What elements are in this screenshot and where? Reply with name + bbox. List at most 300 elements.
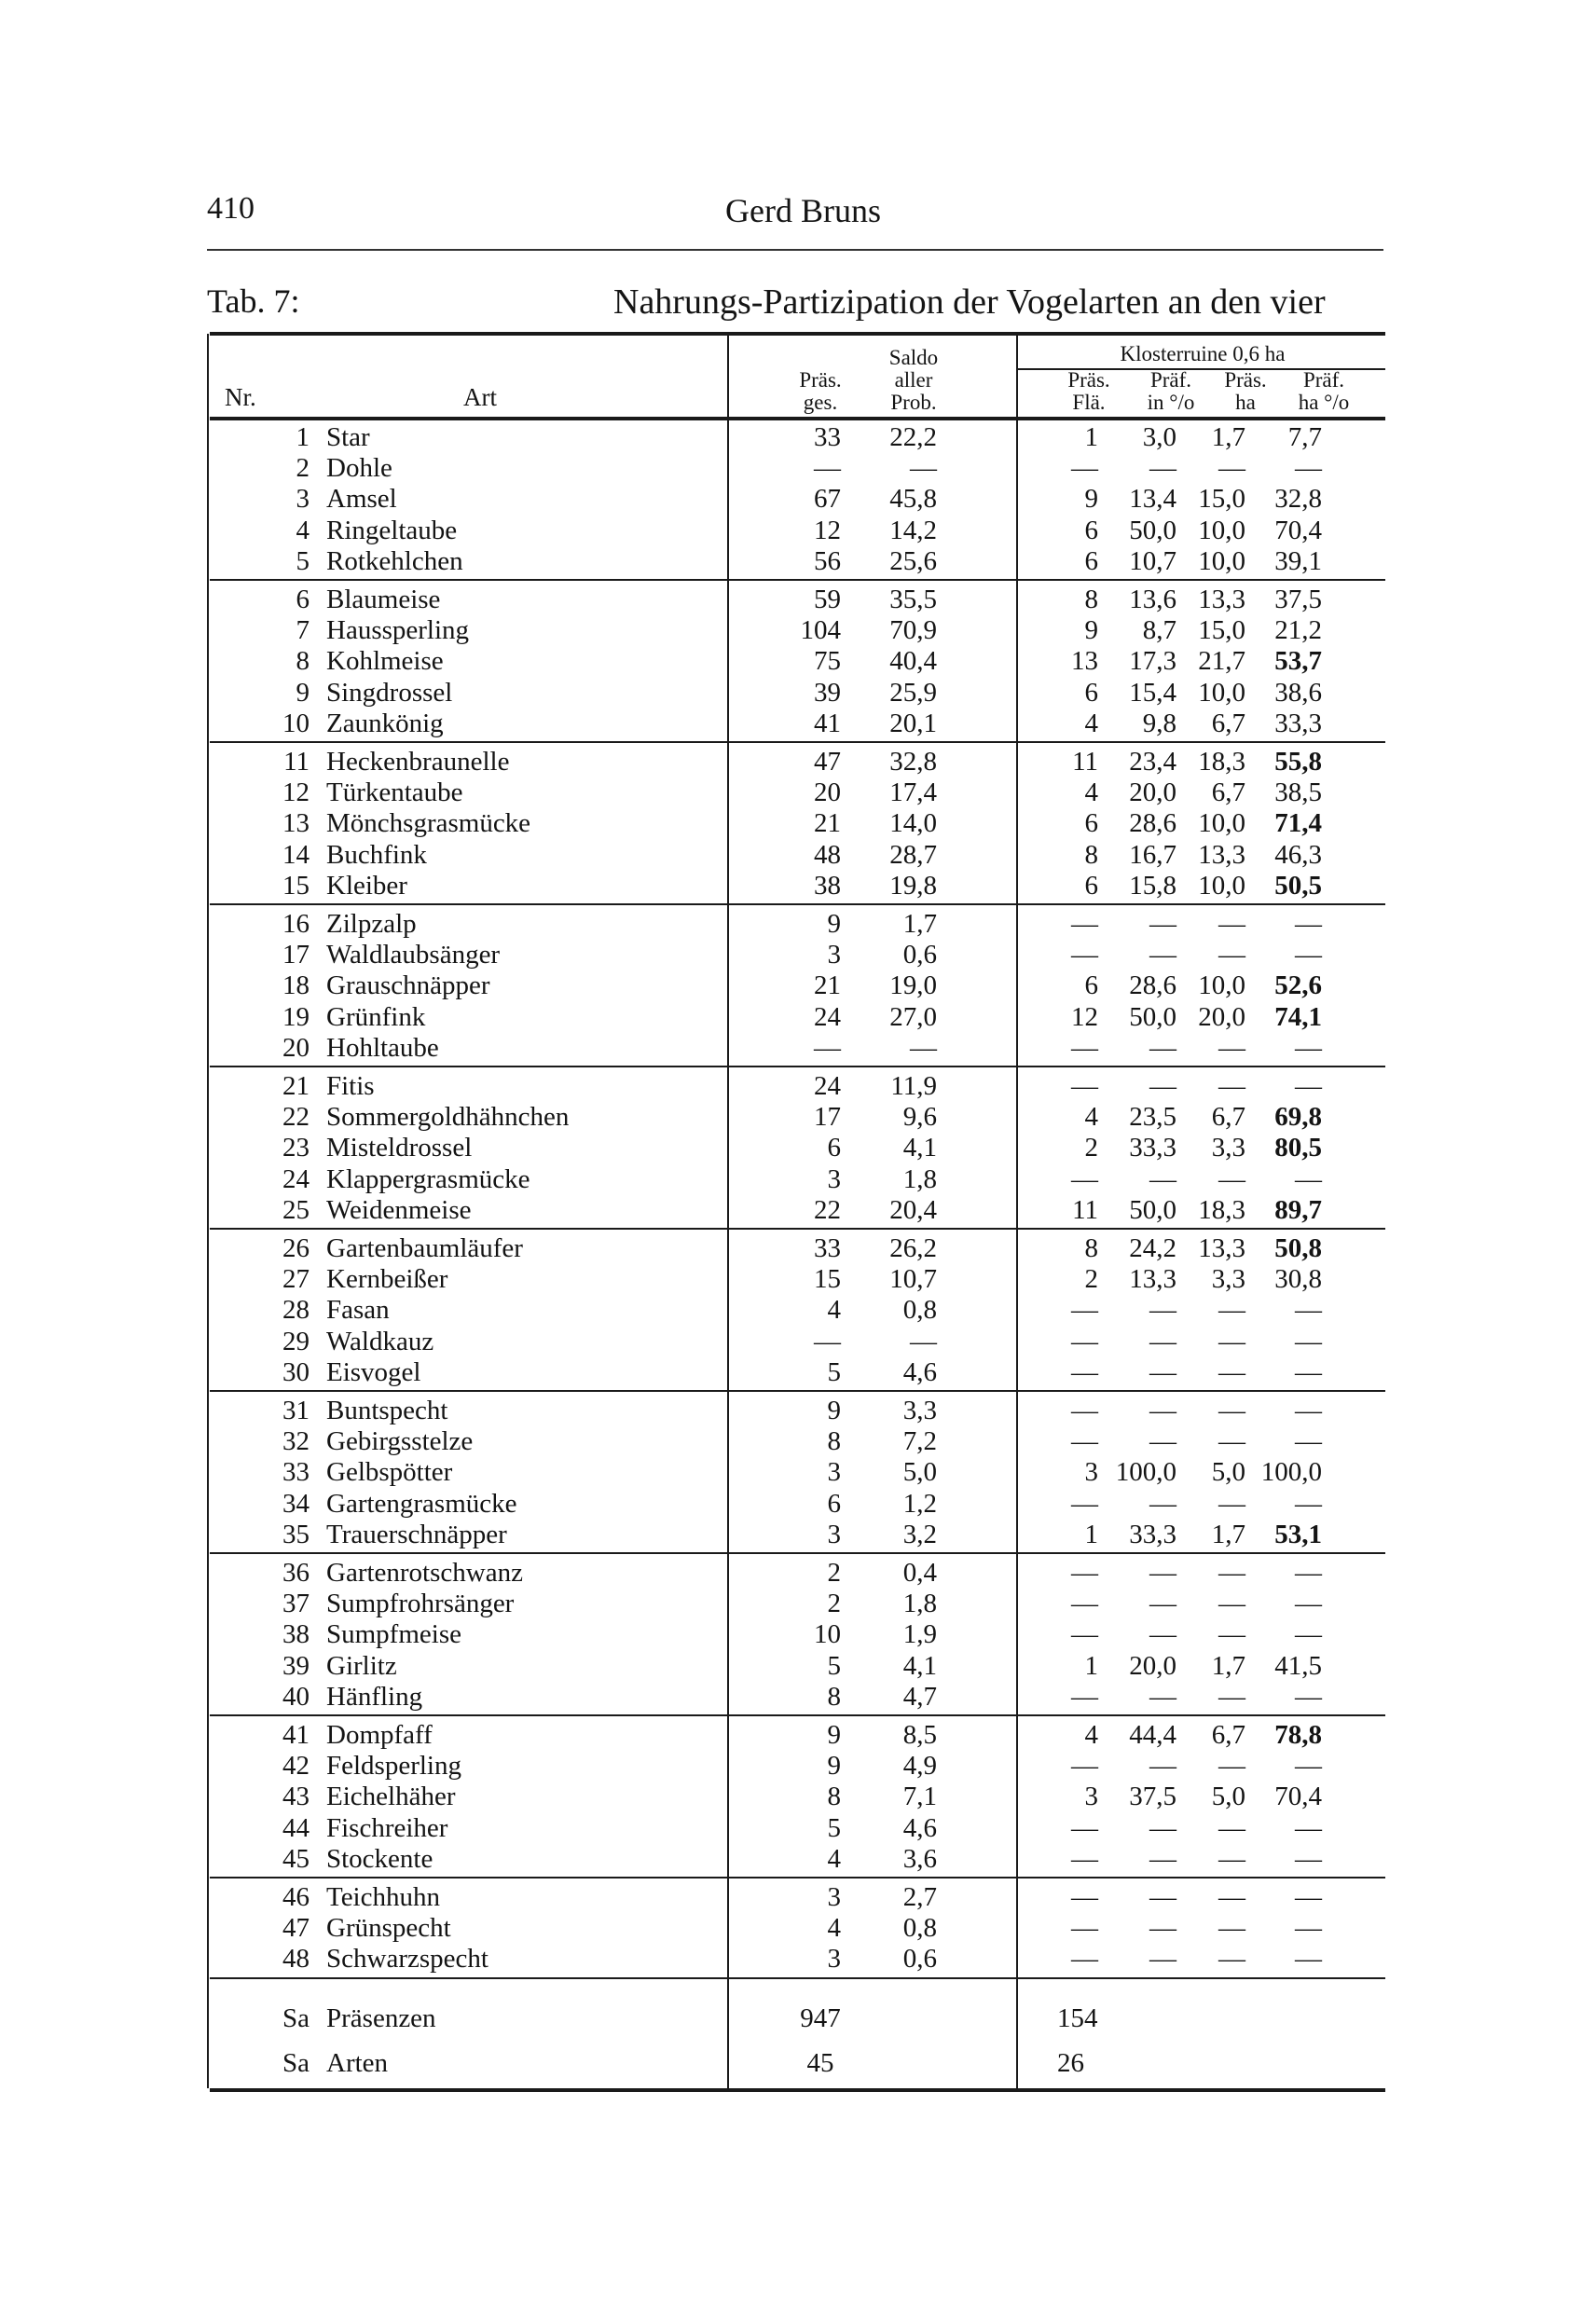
row-kl-praef-pct: —: [1149, 1843, 1176, 1874]
row-kl-praef-ha-pct: 78,8: [1274, 1720, 1322, 1750]
row-pres-ges: —: [814, 1326, 841, 1356]
row-saldo: 7,1: [902, 1782, 937, 1812]
row-species: Sommergoldhähnchen: [326, 1102, 570, 1133]
row-kl-pres-ha: —: [1218, 1751, 1245, 1782]
sum-klosterruine: 26: [1057, 2047, 1084, 2078]
row-kl-praef-pct: 33,3: [1129, 1133, 1176, 1163]
row-kl-praef-ha-pct: 7,7: [1287, 422, 1322, 452]
row-species: Grünfink: [326, 1001, 426, 1032]
row-kl-praef-ha-pct: 89,7: [1274, 1194, 1322, 1225]
row-nr: 43: [282, 1782, 310, 1812]
row-kl-praef-pct: 15,8: [1129, 870, 1176, 901]
row-species: Blaumeise: [326, 585, 441, 614]
row-pres-ges: 4: [827, 1913, 841, 1944]
row-pres-ges: 4: [827, 1295, 841, 1326]
row-species: Haussperling: [326, 615, 470, 646]
header-sub-1-b: Flä.: [1072, 391, 1106, 414]
header-pres-ges-2: ges.: [803, 391, 838, 414]
row-kl-pres-ha: —: [1218, 1163, 1245, 1194]
row-nr: 29: [282, 1326, 310, 1356]
row-species: Fischreiher: [326, 1812, 448, 1843]
row-kl-pres-ha: 13,3: [1198, 1233, 1245, 1263]
row-kl-praef-ha-pct: 37,5: [1274, 585, 1322, 614]
row-nr: 39: [282, 1650, 310, 1681]
row-saldo: 4,1: [902, 1650, 937, 1681]
row-pres-ges: 3: [827, 1457, 841, 1488]
row-kl-pres-flae: —: [1071, 909, 1098, 939]
row-kl-pres-ha: —: [1218, 1589, 1245, 1619]
row-saldo: 28,7: [889, 839, 937, 870]
row-kl-praef-pct: —: [1149, 940, 1176, 970]
row-kl-praef-ha-pct: 55,8: [1274, 747, 1322, 777]
sum-name: Arten: [326, 2047, 389, 2078]
row-kl-praef-ha-pct: —: [1295, 1163, 1322, 1194]
row-saldo: 27,0: [889, 1001, 937, 1032]
row-species: Sumpfrohrsänger: [326, 1589, 515, 1619]
row-pres-ges: 39: [814, 677, 841, 708]
row-kl-pres-flae: —: [1071, 1163, 1098, 1194]
row-pres-ges: 8: [827, 1782, 841, 1812]
row-saldo: 2,7: [902, 1882, 937, 1912]
row-nr: 2: [296, 453, 310, 484]
row-kl-praef-pct: 8,7: [1142, 615, 1176, 646]
row-kl-praef-pct: —: [1149, 1071, 1176, 1101]
row-nr: 48: [282, 1944, 310, 1975]
row-kl-praef-ha-pct: 53,7: [1274, 646, 1322, 677]
row-nr: 16: [282, 909, 310, 939]
row-species: Eisvogel: [326, 1356, 421, 1387]
row-pres-ges: 21: [814, 808, 841, 839]
row-pres-ges: 33: [814, 422, 841, 452]
row-pres-ges: —: [814, 453, 841, 484]
header-group-klosterruine: Klosterruine 0,6 ha: [1120, 342, 1286, 365]
row-saldo: 20,1: [889, 708, 937, 738]
row-kl-pres-ha: 6,7: [1211, 778, 1245, 808]
row-kl-praef-ha-pct: —: [1295, 1843, 1322, 1874]
row-saldo: 10,7: [889, 1264, 937, 1295]
row-saldo: 4,7: [902, 1681, 937, 1712]
header-sub-2-a: Präf.: [1149, 368, 1192, 392]
row-kl-praef-ha-pct: 53,1: [1274, 1519, 1322, 1549]
row-pres-ges: 15: [814, 1264, 841, 1295]
table-label: Tab. 7:: [207, 282, 300, 320]
row-nr: 10: [282, 708, 310, 738]
row-kl-pres-flae: —: [1071, 1558, 1098, 1588]
header-pres-ges-1: Präs.: [799, 368, 842, 392]
row-kl-praef-ha-pct: 38,6: [1274, 677, 1322, 708]
row-saldo: 9,6: [902, 1102, 937, 1133]
row-kl-praef-pct: 20,0: [1129, 778, 1176, 808]
row-kl-pres-flae: 6: [1084, 870, 1098, 901]
row-saldo: 14,0: [889, 808, 937, 839]
row-pres-ges: 38: [814, 870, 841, 901]
row-kl-praef-ha-pct: 71,4: [1274, 808, 1322, 839]
row-kl-praef-ha-pct: 39,1: [1274, 545, 1322, 576]
header-sub-1-a: Präs.: [1067, 368, 1110, 392]
row-pres-ges: 8: [827, 1681, 841, 1712]
row-kl-pres-ha: 13,3: [1198, 585, 1245, 614]
group-separator: [210, 1066, 1385, 1067]
rows-bottom-rule: [210, 1977, 1385, 1979]
row-kl-praef-pct: 37,5: [1129, 1782, 1176, 1812]
row-pres-ges: 75: [814, 646, 841, 677]
row-species: Waldkauz: [326, 1326, 434, 1356]
row-kl-pres-ha: 18,3: [1198, 1194, 1245, 1225]
row-pres-ges: 12: [814, 515, 841, 545]
group-separator: [210, 741, 1385, 743]
row-saldo: 35,5: [889, 585, 937, 614]
group-separator: [210, 1228, 1385, 1230]
row-kl-praef-ha-pct: —: [1295, 1426, 1322, 1457]
row-saldo: 14,2: [889, 515, 937, 545]
row-pres-ges: 47: [814, 747, 841, 777]
row-kl-pres-flae: 9: [1084, 484, 1098, 515]
row-saldo: —: [910, 453, 937, 484]
row-kl-praef-pct: 16,7: [1129, 839, 1176, 870]
row-pres-ges: 6: [827, 1133, 841, 1163]
row-kl-pres-flae: —: [1071, 1681, 1098, 1712]
row-saldo: 1,7: [902, 909, 937, 939]
row-species: Türkentaube: [326, 778, 463, 808]
row-pres-ges: 5: [827, 1812, 841, 1843]
row-kl-praef-pct: 15,4: [1129, 677, 1176, 708]
row-kl-praef-ha-pct: 30,8: [1274, 1264, 1322, 1295]
row-kl-pres-flae: 12: [1071, 1001, 1098, 1032]
row-kl-praef-pct: —: [1149, 909, 1176, 939]
row-kl-pres-ha: 15,0: [1198, 615, 1245, 646]
row-kl-pres-ha: —: [1218, 1488, 1245, 1519]
row-kl-pres-ha: —: [1218, 1558, 1245, 1588]
row-kl-pres-flae: —: [1071, 1812, 1098, 1843]
row-kl-pres-flae: —: [1071, 1619, 1098, 1650]
header-sub-4-a: Präf.: [1302, 368, 1345, 392]
row-saldo: 17,4: [889, 778, 937, 808]
row-species: Trauerschnäpper: [326, 1519, 507, 1549]
row-nr: 47: [282, 1913, 310, 1944]
row-kl-pres-flae: —: [1071, 1751, 1098, 1782]
row-kl-pres-ha: 3,3: [1211, 1264, 1245, 1295]
row-pres-ges: 20: [814, 778, 841, 808]
row-nr: 26: [282, 1233, 310, 1263]
row-kl-praef-ha-pct: 52,6: [1274, 970, 1322, 1001]
row-kl-pres-flae: 13: [1071, 646, 1098, 677]
row-species: Ringeltaube: [326, 515, 458, 545]
row-species: Kernbeißer: [326, 1264, 448, 1295]
row-kl-pres-ha: 5,0: [1211, 1457, 1245, 1488]
running-header-author: Gerd Bruns: [725, 192, 881, 229]
row-nr: 9: [296, 677, 310, 708]
row-kl-praef-pct: 13,6: [1129, 585, 1176, 614]
row-saldo: 0,4: [902, 1558, 937, 1588]
row-nr: 34: [282, 1488, 310, 1519]
group-separator: [210, 1877, 1385, 1878]
row-kl-praef-pct: —: [1149, 1681, 1176, 1712]
row-pres-ges: 104: [800, 615, 841, 646]
row-kl-praef-ha-pct: 41,5: [1274, 1650, 1322, 1681]
row-kl-praef-ha-pct: —: [1295, 1396, 1322, 1425]
row-kl-praef-ha-pct: —: [1295, 940, 1322, 970]
row-kl-pres-ha: —: [1218, 453, 1245, 484]
row-saldo: 5,0: [902, 1457, 937, 1488]
row-kl-praef-pct: 23,4: [1129, 747, 1176, 777]
row-saldo: 3,6: [902, 1843, 937, 1874]
row-nr: 41: [282, 1720, 310, 1750]
row-nr: 8: [296, 646, 310, 677]
row-kl-pres-ha: —: [1218, 1843, 1245, 1874]
row-pres-ges: 56: [814, 545, 841, 576]
row-kl-praef-ha-pct: 21,2: [1274, 615, 1322, 646]
row-saldo: 70,9: [889, 615, 937, 646]
row-kl-pres-flae: 6: [1084, 808, 1098, 839]
row-kl-pres-ha: 10,0: [1198, 515, 1245, 545]
row-kl-praef-pct: —: [1149, 1396, 1176, 1425]
row-saldo: 22,2: [889, 422, 937, 452]
row-kl-praef-pct: 28,6: [1129, 808, 1176, 839]
table-bottom-rule: [210, 2088, 1385, 2092]
row-species: Gebirgsstelze: [326, 1426, 474, 1457]
row-pres-ges: 9: [827, 909, 841, 939]
row-pres-ges: 9: [827, 1396, 841, 1425]
row-pres-ges: 6: [827, 1488, 841, 1519]
row-kl-pres-ha: —: [1218, 1882, 1245, 1912]
row-kl-pres-ha: 10,0: [1198, 677, 1245, 708]
row-species: Stockente: [326, 1843, 433, 1874]
row-kl-pres-ha: 20,0: [1198, 1001, 1245, 1032]
row-species: Feldsperling: [326, 1751, 461, 1782]
row-kl-praef-pct: —: [1149, 1882, 1176, 1912]
row-kl-praef-pct: —: [1149, 1558, 1176, 1588]
row-saldo: —: [910, 1032, 937, 1063]
group-separator: [210, 903, 1385, 905]
row-kl-pres-flae: 4: [1084, 708, 1098, 738]
row-species: Grauschnäpper: [326, 970, 490, 1001]
group-separator: [210, 1390, 1385, 1392]
row-kl-pres-ha: —: [1218, 909, 1245, 939]
row-saldo: 4,6: [902, 1812, 937, 1843]
row-kl-praef-pct: —: [1149, 1295, 1176, 1326]
row-kl-praef-pct: —: [1149, 1589, 1176, 1619]
row-kl-pres-flae: 8: [1084, 839, 1098, 870]
row-saldo: 0,8: [902, 1295, 937, 1326]
row-pres-ges: 3: [827, 1944, 841, 1975]
row-saldo: 1,2: [902, 1488, 937, 1519]
row-kl-praef-ha-pct: 50,8: [1274, 1233, 1322, 1263]
sum-label: Sa: [282, 2047, 310, 2078]
row-saldo: 25,9: [889, 677, 937, 708]
row-kl-pres-ha: —: [1218, 1812, 1245, 1843]
row-kl-praef-ha-pct: —: [1295, 1812, 1322, 1843]
row-species: Zaunkönig: [326, 708, 444, 738]
row-pres-ges: 22: [814, 1194, 841, 1225]
row-species: Gartenrotschwanz: [326, 1558, 523, 1588]
row-kl-pres-ha: 1,7: [1211, 1650, 1245, 1681]
row-nr: 5: [296, 545, 310, 576]
row-kl-praef-ha-pct: —: [1295, 1032, 1322, 1063]
table-title: Nahrungs-Partizipation der Vogelarten an den vier: [613, 282, 1326, 322]
row-kl-pres-flae: —: [1071, 1488, 1098, 1519]
row-saldo: 45,8: [889, 484, 937, 515]
column-rule-3: [1016, 334, 1018, 2088]
row-pres-ges: 17: [814, 1102, 841, 1133]
row-kl-pres-flae: 1: [1084, 1650, 1098, 1681]
row-kl-praef-ha-pct: —: [1295, 453, 1322, 484]
row-kl-pres-ha: —: [1218, 1426, 1245, 1457]
row-pres-ges: 41: [814, 708, 841, 738]
row-kl-pres-flae: 9: [1084, 615, 1098, 646]
header-saldo-3: Prob.: [890, 391, 937, 414]
row-nr: 7: [296, 615, 310, 646]
row-nr: 11: [283, 747, 310, 777]
row-species: Weidenmeise: [326, 1194, 472, 1225]
header-bottom-rule: [210, 417, 1385, 420]
row-kl-praef-ha-pct: —: [1295, 1356, 1322, 1387]
row-kl-praef-pct: —: [1149, 1356, 1176, 1387]
row-pres-ges: 2: [827, 1558, 841, 1588]
row-kl-pres-flae: —: [1071, 1882, 1098, 1912]
row-kl-pres-ha: 1,7: [1211, 422, 1245, 452]
row-kl-praef-pct: 44,4: [1129, 1720, 1176, 1750]
row-species: Teichhuhn: [326, 1882, 440, 1912]
row-pres-ges: 59: [814, 585, 841, 614]
table-top-rule: [210, 332, 1385, 336]
group-separator: [210, 1714, 1385, 1716]
row-kl-praef-pct: 20,0: [1129, 1650, 1176, 1681]
row-kl-pres-flae: 3: [1084, 1457, 1098, 1488]
row-kl-praef-ha-pct: —: [1295, 1882, 1322, 1912]
row-saldo: 25,6: [889, 545, 937, 576]
row-species: Buntspecht: [326, 1396, 448, 1425]
row-species: Singdrossel: [326, 677, 453, 708]
row-species: Waldlaubsänger: [326, 940, 501, 970]
row-kl-praef-pct: 50,0: [1129, 1194, 1176, 1225]
row-kl-pres-ha: 1,7: [1211, 1519, 1245, 1549]
row-pres-ges: 9: [827, 1720, 841, 1750]
row-species: Fasan: [326, 1295, 390, 1326]
row-species: Grünspecht: [326, 1913, 451, 1944]
row-saldo: 3,2: [902, 1519, 937, 1549]
row-species: Klappergrasmücke: [326, 1163, 530, 1194]
row-kl-pres-ha: 6,7: [1211, 1720, 1245, 1750]
row-kl-pres-flae: 6: [1084, 970, 1098, 1001]
row-kl-pres-ha: 10,0: [1198, 808, 1245, 839]
row-saldo: 19,0: [889, 970, 937, 1001]
row-kl-pres-ha: —: [1218, 1396, 1245, 1425]
row-species: Kleiber: [326, 870, 407, 901]
row-kl-pres-flae: 4: [1084, 778, 1098, 808]
row-kl-pres-ha: —: [1218, 1326, 1245, 1356]
row-pres-ges: 9: [827, 1751, 841, 1782]
row-pres-ges: 3: [827, 1882, 841, 1912]
row-pres-ges: 48: [814, 839, 841, 870]
row-species: Girlitz: [326, 1650, 397, 1681]
column-rule-1: [207, 334, 209, 2088]
row-kl-pres-ha: —: [1218, 1071, 1245, 1101]
row-kl-praef-ha-pct: 69,8: [1274, 1102, 1322, 1133]
row-nr: 36: [282, 1558, 310, 1588]
row-kl-pres-flae: 6: [1084, 515, 1098, 545]
row-kl-praef-pct: 10,7: [1129, 545, 1176, 576]
row-kl-pres-flae: 2: [1084, 1133, 1098, 1163]
row-kl-pres-flae: —: [1071, 940, 1098, 970]
column-rule-2: [727, 334, 729, 2088]
row-pres-ges: 3: [827, 1163, 841, 1194]
row-kl-praef-pct: —: [1149, 1488, 1176, 1519]
header-sub-3-a: Präs.: [1224, 368, 1267, 392]
header-saldo-1: Saldo: [888, 346, 939, 369]
row-species: Schwarzspecht: [326, 1944, 488, 1975]
row-kl-praef-pct: —: [1149, 1812, 1176, 1843]
row-nr: 35: [282, 1519, 310, 1549]
row-saldo: 8,5: [902, 1720, 937, 1750]
row-kl-praef-pct: 100,0: [1115, 1457, 1176, 1488]
row-saldo: —: [910, 1326, 937, 1356]
row-kl-praef-pct: 28,6: [1129, 970, 1176, 1001]
row-species: Gartengrasmücke: [326, 1488, 517, 1519]
header-sub-3-b: ha: [1235, 391, 1256, 414]
row-kl-pres-ha: —: [1218, 1944, 1245, 1975]
row-saldo: 26,2: [889, 1233, 937, 1263]
row-nr: 6: [296, 585, 310, 614]
row-kl-pres-flae: 6: [1084, 677, 1098, 708]
row-species: Star: [326, 422, 370, 452]
row-kl-pres-flae: —: [1071, 1589, 1098, 1619]
row-kl-praef-ha-pct: 74,1: [1274, 1001, 1322, 1032]
row-kl-praef-pct: 13,3: [1129, 1264, 1176, 1295]
row-nr: 4: [296, 515, 310, 545]
row-kl-praef-ha-pct: —: [1295, 1913, 1322, 1944]
row-kl-praef-ha-pct: 32,8: [1274, 484, 1322, 515]
row-kl-praef-ha-pct: —: [1295, 1681, 1322, 1712]
row-kl-praef-ha-pct: —: [1295, 1751, 1322, 1782]
row-kl-pres-ha: 18,3: [1198, 747, 1245, 777]
row-kl-pres-ha: 15,0: [1198, 484, 1245, 515]
row-pres-ges: 10: [814, 1619, 841, 1650]
row-kl-praef-pct: 3,0: [1142, 422, 1176, 452]
header-art: Art: [463, 383, 497, 411]
row-kl-pres-ha: —: [1218, 1681, 1245, 1712]
row-nr: 40: [282, 1681, 310, 1712]
row-nr: 33: [282, 1457, 310, 1488]
row-kl-praef-ha-pct: 38,5: [1274, 778, 1322, 808]
row-kl-praef-ha-pct: —: [1295, 909, 1322, 939]
row-nr: 38: [282, 1619, 310, 1650]
row-kl-pres-flae: —: [1071, 453, 1098, 484]
row-kl-pres-ha: —: [1218, 1913, 1245, 1944]
row-kl-pres-ha: 6,7: [1211, 708, 1245, 738]
row-kl-praef-ha-pct: 70,4: [1274, 515, 1322, 545]
row-kl-praef-pct: —: [1149, 453, 1176, 484]
row-saldo: 40,4: [889, 646, 937, 677]
row-kl-praef-ha-pct: 46,3: [1274, 839, 1322, 870]
row-nr: 44: [282, 1812, 310, 1843]
row-nr: 17: [282, 940, 310, 970]
sum-name: Präsenzen: [326, 2002, 436, 2033]
row-kl-praef-pct: 23,5: [1129, 1102, 1176, 1133]
row-kl-pres-flae: 11: [1072, 1194, 1098, 1225]
row-kl-pres-flae: 1: [1084, 1519, 1098, 1549]
row-pres-ges: 5: [827, 1356, 841, 1387]
row-kl-pres-flae: —: [1071, 1426, 1098, 1457]
row-nr: 28: [282, 1295, 310, 1326]
row-kl-praef-pct: 50,0: [1129, 1001, 1176, 1032]
row-pres-ges: 8: [827, 1426, 841, 1457]
row-saldo: 32,8: [889, 747, 937, 777]
row-pres-ges: 2: [827, 1589, 841, 1619]
row-nr: 23: [282, 1133, 310, 1163]
header-rule: [207, 249, 1383, 251]
row-nr: 37: [282, 1589, 310, 1619]
row-nr: 19: [282, 1001, 310, 1032]
